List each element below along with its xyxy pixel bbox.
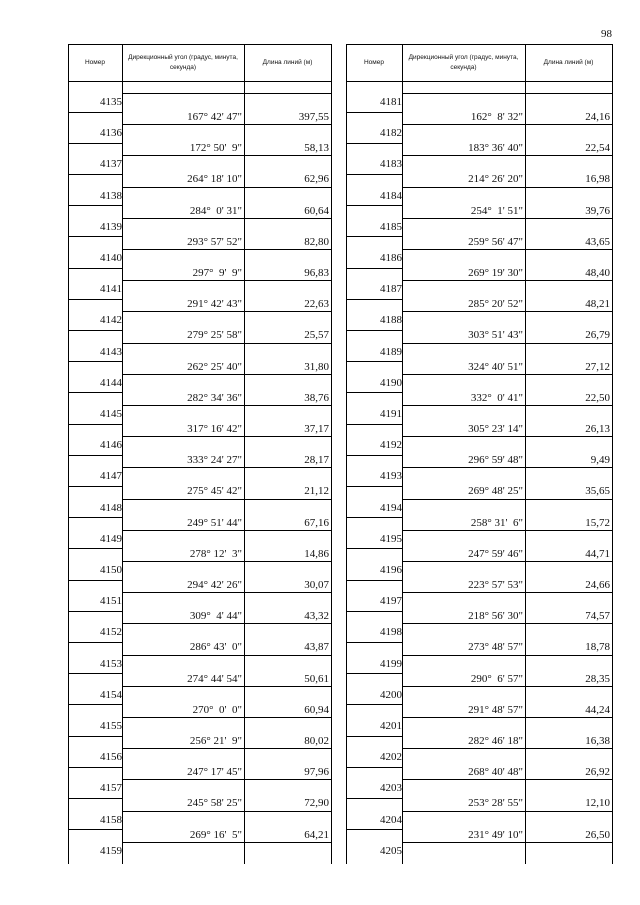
- point-number: 4184: [380, 189, 402, 202]
- direction-angle: 309° 4' 44": [189, 610, 242, 623]
- direction-angle: 286° 43' 0": [189, 641, 242, 654]
- point-number: 4147: [100, 470, 122, 483]
- row-separator: [402, 405, 612, 406]
- row-separator: [122, 405, 331, 406]
- row-separator: [122, 499, 331, 500]
- row-separator: [346, 330, 402, 331]
- row-separator: [68, 112, 122, 113]
- line-length: 15,72: [585, 516, 610, 529]
- row-separator: [346, 143, 402, 144]
- direction-angle: 262° 25' 40": [187, 360, 242, 373]
- row-separator: [68, 829, 122, 830]
- line-length: 38,76: [304, 391, 329, 404]
- direction-angle: 269° 48' 25": [468, 485, 523, 498]
- point-number: 4158: [100, 813, 122, 826]
- direction-angle: 269° 16' 5": [189, 828, 242, 841]
- header-length: Длина линий (м): [543, 59, 594, 66]
- row-separator: [402, 218, 612, 219]
- point-number: 4153: [100, 657, 122, 670]
- point-number: 4141: [100, 283, 122, 296]
- row-separator: [346, 174, 402, 175]
- point-number: 4156: [100, 751, 122, 764]
- line-length: 72,90: [304, 797, 329, 810]
- line-length: 18,78: [585, 641, 610, 654]
- line-length: 26,79: [585, 329, 610, 342]
- border-line: [331, 44, 332, 864]
- row-separator: [68, 517, 122, 518]
- row-separator: [122, 374, 331, 375]
- row-separator: [68, 299, 122, 300]
- row-separator: [122, 655, 331, 656]
- direction-angle: 284° 0' 31": [189, 204, 242, 217]
- row-separator: [346, 517, 402, 518]
- line-length: 26,13: [585, 423, 610, 435]
- direction-angle: 254° 1' 51": [470, 204, 523, 217]
- row-separator: [122, 811, 331, 812]
- table-header: [68, 44, 331, 82]
- line-length: 35,65: [585, 485, 610, 498]
- point-number: 4159: [100, 844, 122, 857]
- row-separator: [402, 748, 612, 749]
- point-number: 4144: [100, 376, 122, 389]
- direction-angle: 282° 46' 18": [468, 735, 523, 747]
- point-number: 4203: [380, 782, 402, 795]
- direction-angle: 253° 28' 55": [468, 797, 523, 810]
- line-length: 43,65: [585, 235, 610, 248]
- point-number: 4199: [380, 657, 402, 670]
- row-separator: [402, 561, 612, 562]
- row-separator: [122, 842, 331, 843]
- point-number: 4157: [100, 782, 122, 795]
- direction-angle: 293° 57' 52": [187, 235, 242, 248]
- row-separator: [68, 392, 122, 393]
- row-separator: [68, 736, 122, 737]
- direction-angle: 249° 51' 44": [187, 516, 242, 529]
- point-number: 4142: [100, 314, 122, 327]
- row-separator: [68, 673, 122, 674]
- point-number: 4201: [380, 720, 402, 732]
- direction-angle: 162° 8' 32": [470, 111, 523, 123]
- row-separator: [122, 155, 331, 156]
- row-separator: [346, 236, 402, 237]
- page-number: 98: [601, 28, 612, 40]
- point-number: 4192: [380, 439, 402, 452]
- point-number: 4186: [380, 252, 402, 264]
- row-separator: [122, 467, 331, 468]
- direction-angle: 259° 56' 47": [468, 235, 523, 248]
- point-number: 4135: [100, 96, 122, 108]
- row-separator: [122, 561, 331, 562]
- line-length: 26,50: [585, 828, 610, 841]
- direction-angle: 279° 25' 58": [187, 329, 242, 342]
- row-separator: [68, 580, 122, 581]
- row-separator: [68, 205, 122, 206]
- line-length: 24,66: [585, 579, 610, 591]
- point-number: 4193: [380, 470, 402, 483]
- line-length: 27,12: [585, 360, 610, 373]
- row-separator: [68, 704, 122, 705]
- direction-angle: 317° 16' 42": [187, 423, 242, 435]
- row-separator: [402, 655, 612, 656]
- line-length: 26,92: [585, 766, 610, 779]
- direction-angle: 275° 45' 42": [187, 485, 242, 498]
- line-length: 397,55: [298, 111, 329, 123]
- direction-angle: 324° 40' 51": [468, 360, 523, 373]
- direction-angle: 296° 59' 48": [468, 454, 523, 467]
- line-length: 39,76: [585, 204, 610, 217]
- row-separator: [346, 392, 402, 393]
- line-length: 22,50: [585, 391, 610, 404]
- header-number: Номер: [363, 59, 384, 66]
- row-separator: [68, 642, 122, 643]
- row-separator: [346, 361, 402, 362]
- point-number: 4187: [380, 283, 402, 296]
- point-number: 4148: [100, 501, 122, 514]
- line-length: 97,96: [304, 766, 329, 779]
- line-length: 60,64: [304, 204, 329, 217]
- row-separator: [68, 486, 122, 487]
- line-length: 30,07: [304, 579, 329, 591]
- point-number: 4188: [380, 314, 402, 327]
- point-number: 4138: [100, 189, 122, 202]
- direction-angle: 172° 50' 9": [189, 142, 242, 155]
- row-separator: [402, 811, 612, 812]
- line-length: 96,83: [304, 267, 329, 279]
- direction-angle: 247° 17' 45": [187, 766, 242, 779]
- line-length: 48,21: [585, 298, 610, 311]
- line-length: 44,71: [585, 547, 610, 560]
- point-number: 4204: [380, 813, 402, 826]
- point-number: 4196: [380, 564, 402, 576]
- row-separator: [346, 268, 402, 269]
- row-separator: [68, 798, 122, 799]
- line-length: 37,17: [304, 423, 329, 435]
- row-separator: [402, 717, 612, 718]
- row-separator: [346, 112, 402, 113]
- header-angle: Дирекционный угол (градус, минута, секунда): [408, 54, 519, 71]
- direction-angle: 214° 26' 20": [468, 173, 523, 186]
- row-separator: [68, 236, 122, 237]
- line-length: 14,86: [304, 547, 329, 560]
- line-length: 43,32: [304, 610, 329, 623]
- direction-angle: 223° 57' 53": [468, 579, 523, 591]
- row-separator: [402, 779, 612, 780]
- line-length: 16,38: [585, 735, 610, 747]
- row-separator: [402, 467, 612, 468]
- row-separator: [346, 455, 402, 456]
- point-number: 4202: [380, 751, 402, 764]
- direction-angle: 231° 49' 10": [468, 828, 523, 841]
- direction-angle: 303° 51' 43": [468, 329, 523, 342]
- row-separator: [346, 642, 402, 643]
- direction-angle: 273° 48' 57": [468, 641, 523, 654]
- row-separator: [68, 767, 122, 768]
- line-length: 44,24: [585, 703, 610, 716]
- direction-angle: 256° 21' 9": [189, 735, 242, 747]
- direction-angle: 258° 31' 6": [470, 516, 523, 529]
- direction-angle: 282° 34' 36": [187, 391, 242, 404]
- row-separator: [122, 280, 331, 281]
- row-separator: [68, 143, 122, 144]
- row-separator: [402, 124, 612, 125]
- point-number: 4149: [100, 532, 122, 545]
- direction-angle: 270° 0' 0": [192, 703, 242, 716]
- direction-angle: 294° 42' 26": [187, 579, 242, 591]
- row-separator: [346, 798, 402, 799]
- point-number: 4185: [380, 220, 402, 233]
- header-number: Номер: [84, 59, 105, 66]
- line-length: 12,10: [585, 797, 610, 810]
- row-separator: [402, 686, 612, 687]
- line-length: 80,02: [304, 735, 329, 747]
- point-number: 4200: [380, 688, 402, 701]
- point-number: 4143: [100, 345, 122, 358]
- row-separator: [402, 530, 612, 531]
- point-number: 4155: [100, 720, 122, 732]
- point-number: 4194: [380, 501, 402, 514]
- row-separator: [402, 374, 612, 375]
- line-length: 22,63: [304, 298, 329, 311]
- point-number: 4152: [100, 626, 122, 639]
- line-length: 48,40: [585, 267, 610, 279]
- direction-angle: 269° 19' 30": [468, 267, 523, 279]
- point-number: 4197: [380, 595, 402, 608]
- row-separator: [402, 311, 612, 312]
- row-separator: [68, 268, 122, 269]
- row-separator: [402, 842, 612, 843]
- border-line: [612, 44, 613, 864]
- line-length: 28,17: [304, 454, 329, 467]
- line-length: 74,57: [585, 610, 610, 623]
- row-separator: [68, 548, 122, 549]
- line-length: 24,16: [585, 111, 610, 123]
- row-separator: [68, 611, 122, 612]
- line-length: 60,94: [304, 703, 329, 716]
- point-number: 4140: [100, 252, 122, 264]
- direction-angle: 183° 36' 40": [468, 142, 523, 155]
- row-separator: [346, 611, 402, 612]
- table-right: [346, 44, 612, 864]
- point-number: 4145: [100, 408, 122, 420]
- header-length: Длина линий (м): [262, 59, 313, 66]
- row-separator: [122, 779, 331, 780]
- header-angle: Дирекционный угол (градус, минута, секунда): [128, 54, 238, 71]
- row-separator: [346, 548, 402, 549]
- point-number: 4137: [100, 158, 122, 171]
- point-number: 4205: [380, 844, 402, 857]
- row-separator: [122, 343, 331, 344]
- row-separator: [346, 829, 402, 830]
- row-separator: [346, 673, 402, 674]
- row-separator: [402, 343, 612, 344]
- table-header: [346, 44, 612, 82]
- row-separator: [346, 424, 402, 425]
- row-separator: [346, 299, 402, 300]
- point-number: 4191: [380, 408, 402, 420]
- point-number: 4154: [100, 688, 122, 701]
- direction-angle: 290° 6' 57": [470, 672, 523, 685]
- row-separator: [346, 736, 402, 737]
- row-separator: [402, 93, 612, 94]
- line-length: 31,80: [304, 360, 329, 373]
- row-separator: [122, 124, 331, 125]
- line-length: 25,57: [304, 329, 329, 342]
- point-number: 4139: [100, 220, 122, 233]
- row-separator: [346, 767, 402, 768]
- line-length: 67,16: [304, 516, 329, 529]
- direction-angle: 285° 20' 52": [468, 298, 523, 311]
- point-number: 4198: [380, 626, 402, 639]
- direction-angle: 291° 48' 57": [468, 703, 523, 716]
- line-length: 50,61: [304, 672, 329, 685]
- row-separator: [122, 249, 331, 250]
- line-length: 58,13: [304, 142, 329, 155]
- row-separator: [346, 704, 402, 705]
- row-separator: [122, 530, 331, 531]
- row-separator: [346, 580, 402, 581]
- row-separator: [122, 592, 331, 593]
- point-number: 4136: [100, 127, 122, 140]
- line-length: 21,12: [304, 485, 329, 498]
- row-separator: [68, 361, 122, 362]
- line-length: 9,49: [590, 454, 610, 467]
- point-number: 4195: [380, 532, 402, 545]
- row-separator: [402, 499, 612, 500]
- point-number: 4190: [380, 376, 402, 389]
- point-number: 4183: [380, 158, 402, 171]
- line-length: 16,98: [585, 173, 610, 186]
- row-separator: [122, 436, 331, 437]
- line-length: 82,80: [304, 235, 329, 248]
- row-separator: [122, 748, 331, 749]
- line-length: 22,54: [585, 142, 610, 155]
- row-separator: [402, 249, 612, 250]
- point-number: 4189: [380, 345, 402, 358]
- row-separator: [402, 155, 612, 156]
- direction-angle: 297° 9' 9": [192, 267, 242, 279]
- row-separator: [402, 623, 612, 624]
- row-separator: [402, 280, 612, 281]
- direction-angle: 245° 58' 25": [187, 797, 242, 810]
- row-separator: [68, 174, 122, 175]
- direction-angle: 264° 18' 10": [187, 173, 242, 186]
- line-length: 43,87: [304, 641, 329, 654]
- direction-angle: 268° 40' 48": [468, 766, 523, 779]
- direction-angle: 274° 44' 54": [187, 672, 242, 685]
- row-separator: [122, 93, 331, 94]
- row-separator: [122, 623, 331, 624]
- table-left: [68, 44, 331, 864]
- direction-angle: 305° 23' 14": [468, 423, 523, 435]
- row-separator: [402, 592, 612, 593]
- line-length: 28,35: [585, 672, 610, 685]
- point-number: 4181: [380, 96, 402, 108]
- direction-angle: 247° 59' 46": [468, 547, 523, 560]
- point-number: 4151: [100, 595, 122, 608]
- row-separator: [346, 486, 402, 487]
- row-separator: [68, 455, 122, 456]
- row-separator: [68, 330, 122, 331]
- line-length: 64,21: [304, 828, 329, 841]
- row-separator: [346, 205, 402, 206]
- row-separator: [402, 436, 612, 437]
- direction-angle: 167° 42' 47": [187, 111, 242, 123]
- point-number: 4150: [100, 564, 122, 576]
- row-separator: [68, 424, 122, 425]
- point-number: 4182: [380, 127, 402, 140]
- direction-angle: 333° 24' 27": [187, 454, 242, 467]
- direction-angle: 278° 12' 3": [189, 547, 242, 560]
- direction-angle: 218° 56' 30": [468, 610, 523, 623]
- row-separator: [122, 218, 331, 219]
- point-number: 4146: [100, 439, 122, 452]
- row-separator: [402, 187, 612, 188]
- row-separator: [122, 311, 331, 312]
- direction-angle: 332° 0' 41": [470, 391, 523, 404]
- row-separator: [122, 187, 331, 188]
- row-separator: [122, 686, 331, 687]
- row-separator: [122, 717, 331, 718]
- direction-angle: 291° 42' 43": [187, 298, 242, 311]
- line-length: 62,96: [304, 173, 329, 186]
